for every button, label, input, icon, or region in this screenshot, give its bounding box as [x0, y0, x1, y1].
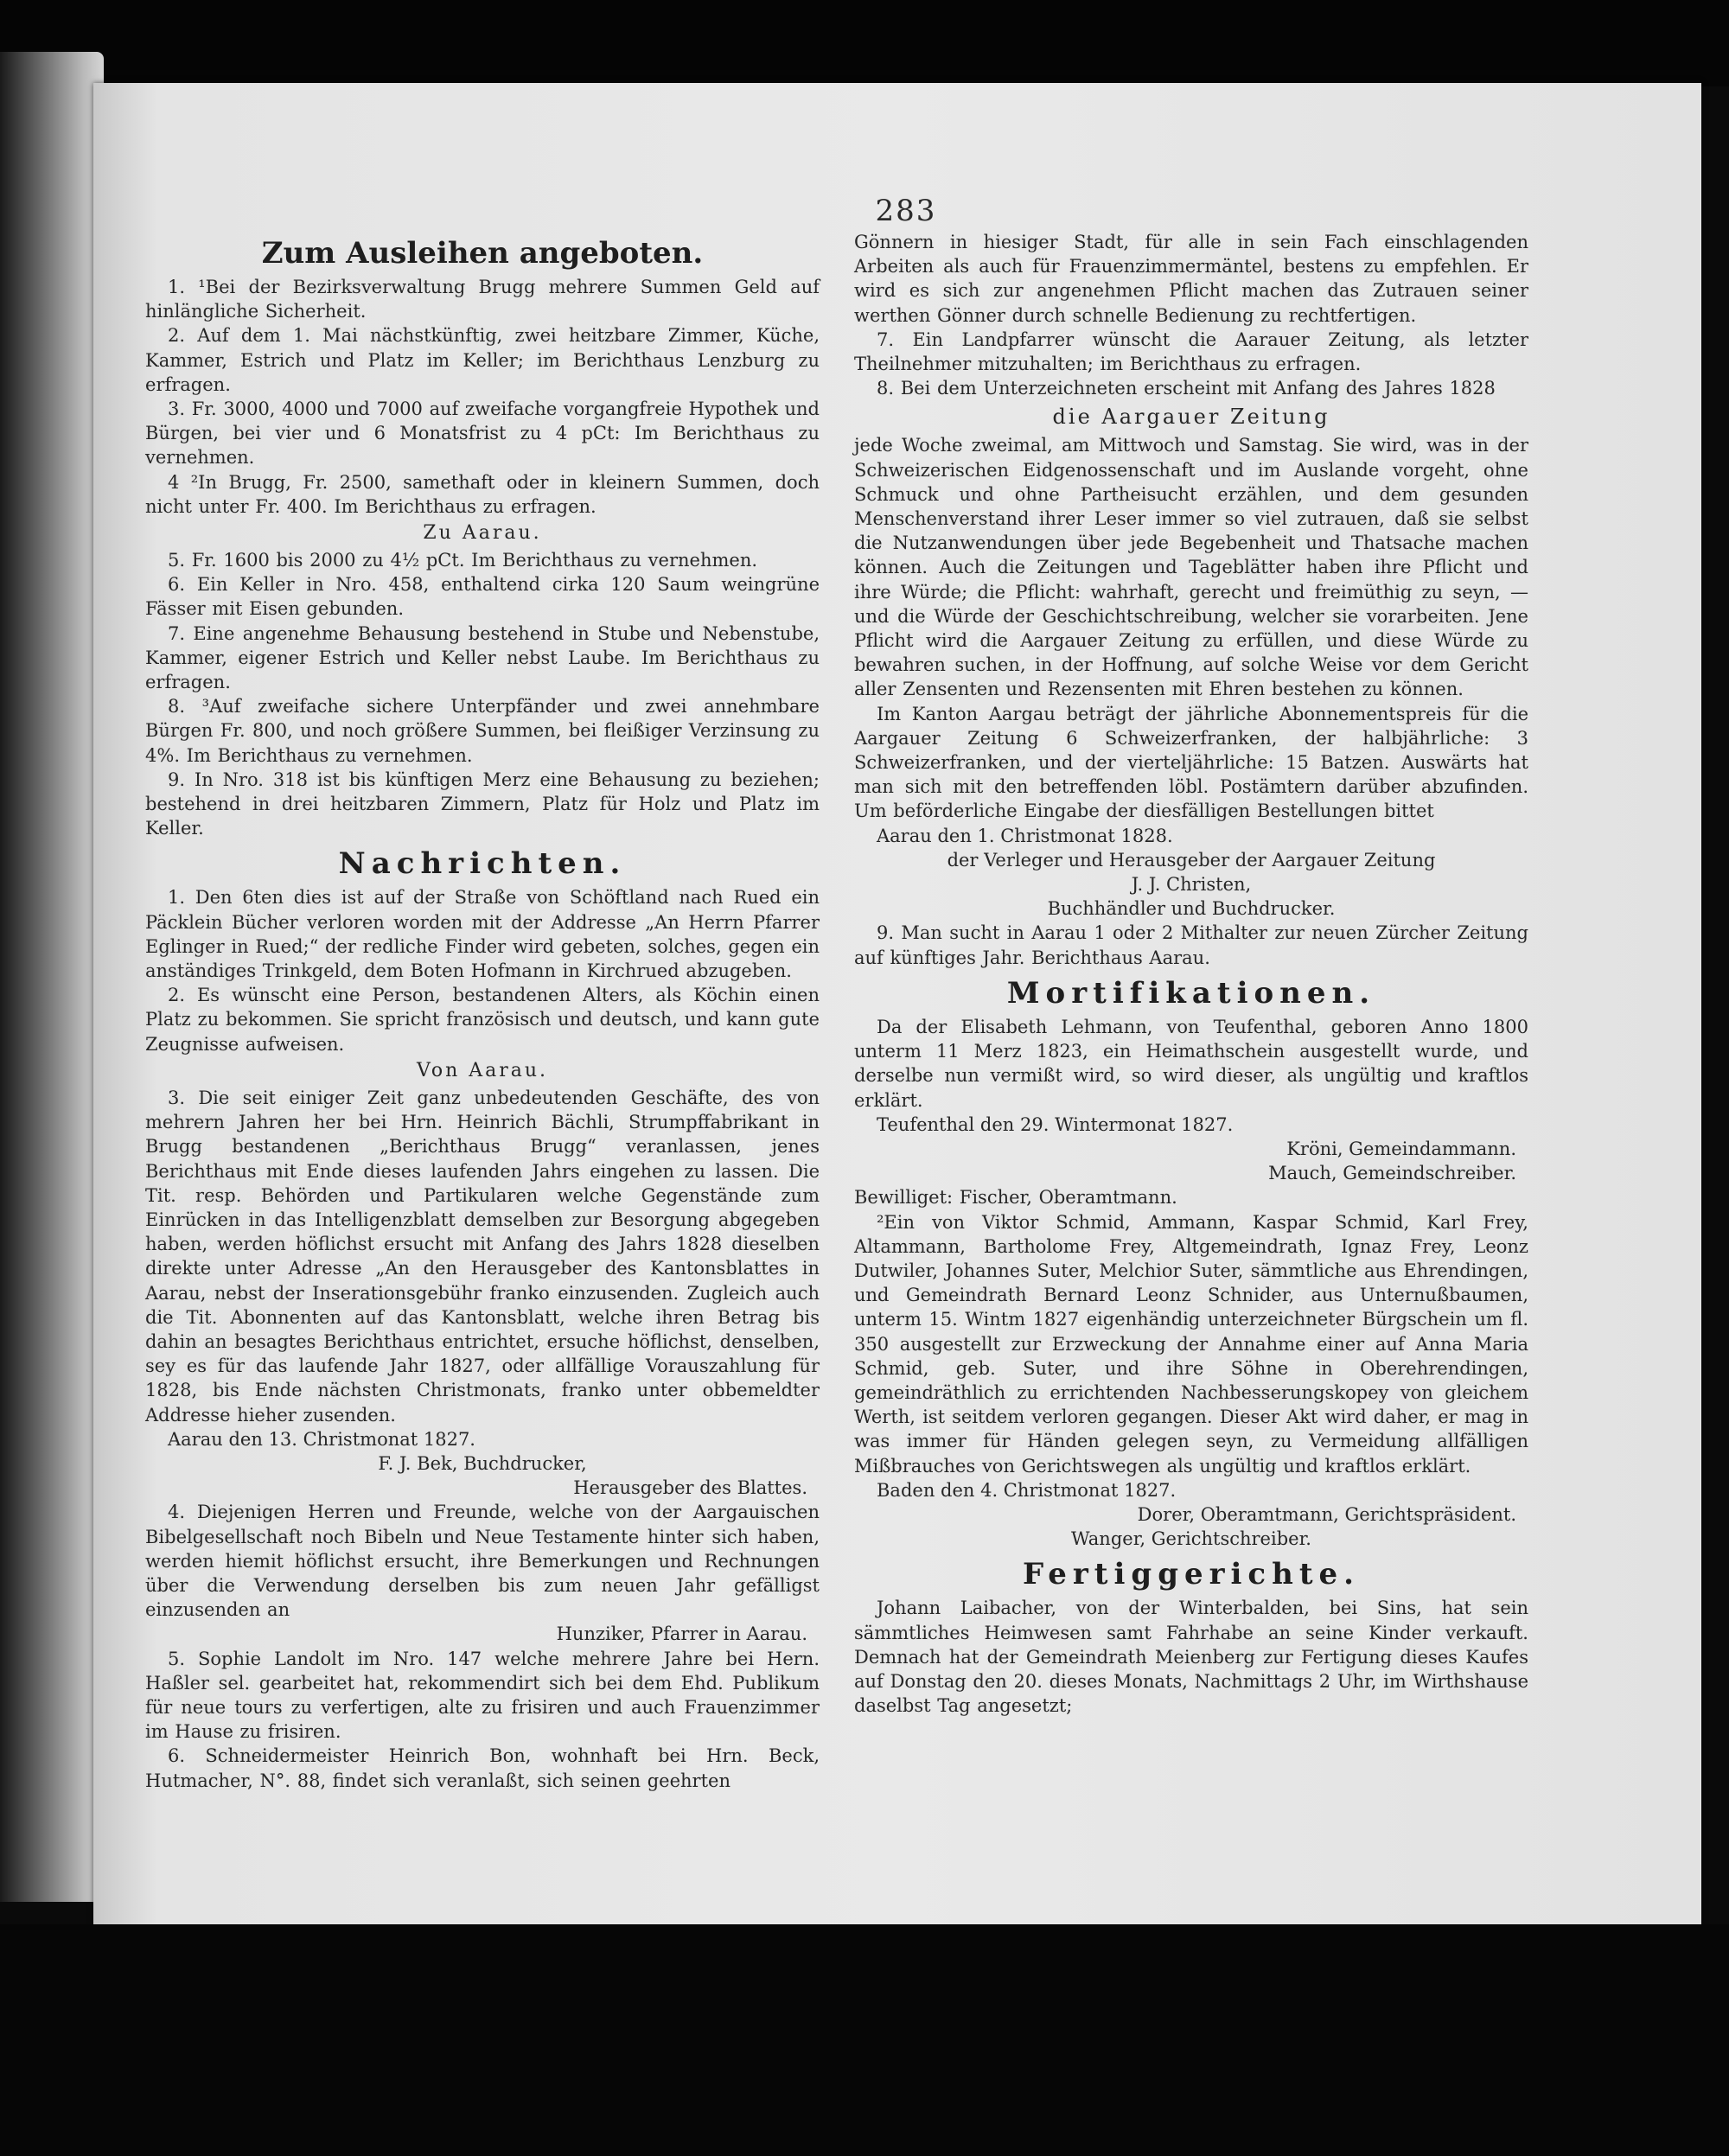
notice-signature: J. J. Christen,	[1131, 874, 1252, 896]
notice-item: 4. Diejenigen Herren und Freunde, welche von der Aargauischen Bibelgesellschaft noch Bibeln und Neue Testamente hinter sich haben, werden hiemit höflichst ersucht, ihre Bemerkungen und Rechnungen über die Verwendung derselben bis zum neuen Jahr gefälligst einzusenden an	[145, 1502, 820, 1621]
heading-nachrichten: Nachrichten.	[338, 846, 627, 882]
notice-item: 3. Die seit einiger Zeit ganz unbedeutenden Geschäfte, des von mehrern Jahren her bei Hrn. Heinrich Bächli, Strumpffabrikant in Brugg bestandenen „Berichthaus Brugg“ veranlassen, jenes Berichthaus mit Ende dieses laufenden Jahrs eingehen zu lassen. Die Tit. resp. Behörden und Partikularen welche Gegenstände zum Einrücken in das Intelligenzblatt demselben zur Besorgung abgegeben haben, werden höflichst ersucht mit Anfang des Jahrs 1828 dieselben direkte unter Adresse „An den Herausgeber des Kantonsblattes in Aarau, nebst der Inserationsgebühr franko einzusenden. Zugleich auch die Tit. Abonnenten auf das Kantonsblatt, welche ihren Betrag bis dahin an besagtes Berichthaus entrichtet, ersuche höflichst, denselben, sey es für das laufende Jahr 1827, oder allfällige Vorauszahlung für 1828, bis Ende nächsten Christmonats, franko unter obbemeldter Addresse hieher zusenden.	[145, 1087, 820, 1426]
notice-signature: der Verleger und Herausgeber der Aargauer Zeitung	[947, 849, 1436, 871]
notice-dateline: Aarau den 1. Christmonat 1828.	[877, 825, 1173, 846]
notice-signature: Herausgeber des Blattes.	[573, 1477, 807, 1499]
subheading-zu-aarau: Zu Aarau.	[423, 522, 542, 545]
notice-item-continued: Gönnern in hiesiger Stadt, für alle in sein Fach einschlagenden Arbeiten als auch für Frauenzimmermäntel, bestens zu empfehlen. Er wird es sich zur angenehmen Pflicht machen das Zutrauen seiner werthen Gönner durch schnelle Bedienung zu rechtfertigen.	[854, 232, 1528, 326]
right-column	[854, 230, 1528, 1718]
left-column	[145, 230, 820, 1793]
scan-background-bottom	[0, 1924, 1729, 2156]
notice-item: 1. Den 6ten dies ist auf der Straße von Schöftland nach Rued ein Päcklein Bücher verloren worden mit der Addresse „An Herrn Pfarrer Eglinger in Rued;“ der redliche Finder wird gebeten, solches, gegen ein anständiges Trinkgeld, dem Boten Hofmann in Kirchrued abzugeben.	[145, 887, 820, 982]
heading-fertiggerichte: Fertiggerichte.	[1022, 1557, 1361, 1592]
notice-item: 8. Bei dem Unterzeichneten erscheint mit Anfang des Jahres 1828	[877, 378, 1496, 399]
notice-signature: Dorer, Oberamtmann, Gerichtspräsident.	[1137, 1503, 1516, 1525]
notice-item: 1. ¹Bei der Bezirksverwaltung Brugg mehrere Summen Geld auf hinlängliche Sicherheit.	[145, 277, 820, 322]
notice-item: 2. Es wünscht eine Person, bestandenen Alters, als Köchin einen Platz zu bekommen. Sie spricht französisch und deutsch, und kann gute Zeugnisse aufweisen.	[145, 985, 820, 1055]
heading-zum-ausleihen: Zum Ausleihen angeboten.	[261, 236, 704, 271]
notice-signature: Hunziker, Pfarrer in Aarau.	[556, 1623, 807, 1645]
notice-signature: Buchhändler und Buchdrucker.	[1047, 898, 1336, 920]
notice-signature: F. J. Bek, Buchdrucker,	[378, 1452, 587, 1474]
notice-item: 8. ³Auf zweifache sichere Unterpfänder und zwei annehmbare Bürgen Fr. 800, und noch größere Summen, bei fleißiger Verzinsung zu 4%. Im Berichthaus zu vernehmen.	[145, 696, 820, 766]
newspaper-title: die Aargauer Zeitung	[1052, 405, 1330, 430]
previous-page-edge	[0, 52, 104, 1902]
notice-dateline: Aarau den 13. Christmonat 1827.	[168, 1428, 475, 1450]
notice-item: 5. Sophie Landolt im Nro. 147 welche mehrere Jahre bei Hern. Haßler sel. gearbeitet hat, rekommendirt sich bei dem Ehd. Publikum für neue tours zu verfertigen, alte zu frisiren und auch Frauenzimmer im Hause zu frisiren.	[145, 1648, 820, 1743]
notice-item: Johann Laibacher, von der Winterbalden, bei Sins, hat sein sämmtliches Heimwesen samt Fahrhabe an seine Kinder verkauft. Demnach hat der Gemeindrath Meienberg zur Fertigung dieses Kaufes auf Donstag den 20. dieses Monats, Nachmittags 2 Uhr, im Wirthshause daselbst Tag angesetzt;	[854, 1598, 1528, 1717]
newspaper-page	[93, 83, 1701, 1924]
notice-item-body: Im Kanton Aargau beträgt der jährliche Abonnementspreis für die Aargauer Zeitung 6 Schweizerfranken, der halbjährliche: 3 Schweizerfranken, und der vierteljährliche: 15 Batzen. Auswärts hat man sich mit den betreffenden löbl. Postämtern darüber abzufinden. Um beförderliche Eingabe der diesfälligen Bestellungen bittet	[854, 703, 1528, 822]
notice-item: 6. Ein Keller in Nro. 458, enthaltend cirka 120 Saum weingrüne Fässer mit Eisen gebunden.	[145, 574, 820, 620]
notice-signature: Kröni, Gemeindammann.	[1286, 1138, 1516, 1159]
notice-item: 2. Auf dem 1. Mai nächstkünftig, zwei heitzbare Zimmer, Küche, Kammer, Estrich und Platz im Keller; im Berichthaus Lenzburg zu erfragen.	[145, 325, 820, 395]
notice-item: 9. Man sucht in Aarau 1 oder 2 Mithalter zur neuen Zürcher Zeitung auf künftiges Jahr. Berichthaus Aarau.	[854, 922, 1528, 968]
notice-signature: Wanger, Gerichtschreiber.	[1071, 1528, 1311, 1550]
heading-mortifikationen: Mortifikationen.	[1006, 975, 1376, 1011]
notice-item: 7. Eine angenehme Behausung bestehend in Stube und Nebenstube, Kammer, eigener Estrich und Keller nebst Laube. Im Berichthaus zu erfragen.	[145, 622, 820, 693]
page-number: 283	[875, 194, 937, 228]
subheading-von-aarau: Von Aarau.	[416, 1059, 549, 1081]
notice-item: Da der Elisabeth Lehmann, von Teufenthal, geboren Anno 1800 unterm 11 Merz 1823, ein Heimathschein ausgestellt wurde, und derselbe nun vermißt wird, so wird dieser, als ungültig und kraftlos erklärt.	[854, 1016, 1528, 1111]
notice-item: 5. Fr. 1600 bis 2000 zu 4½ pCt. Im Berichthaus zu vernehmen.	[168, 550, 758, 571]
notice-item: 6. Schneidermeister Heinrich Bon, wohnhaft bei Hrn. Beck, Hutmacher, N°. 88, findet sich veranlaßt, sich seinen geehrten	[145, 1745, 820, 1791]
notice-approval: Bewilliget: Fischer, Oberamtmann.	[854, 1187, 1177, 1209]
notice-signature: Mauch, Gemeindschreiber.	[1268, 1163, 1516, 1184]
scan-background-top	[0, 0, 1729, 86]
notice-item: 4 ²In Brugg, Fr. 2500, samethaft oder in kleinern Summen, doch nicht unter Fr. 400. Im Berichthaus zu erfragen.	[145, 471, 820, 517]
notice-item: 9. In Nro. 318 ist bis künftigen Merz eine Behausung zu beziehen; bestehend in drei heitzbaren Zimmern, Platz für Holz und Platz im Keller.	[145, 769, 820, 839]
notice-item-body: jede Woche zweimal, am Mittwoch und Samstag. Sie wird, was in der Schweizerischen Eidgenossenschaft und im Auslande vorgeht, ohne Schmuck und ohne Partheisucht erzählen, und dem gesunden Menschenverstand ihrer Leser immer so viel zutrauen, daß sie selbst die Nutzanwendungen über jede Begebenheit und Thatsache machen können. Auch die Zeitungen und Tageblätter haben ihre Pflicht und ihre Würde; die Pflicht: wahrhaft, gerecht und freimüthig zu seyn, — und die Würde der Geschichtschreibung, welcher sie vorarbeiten. Jene Pflicht wird die Aargauer Zeitung zu erfüllen, und diese Würde zu bewahren suchen, in der Hoffnung, auf solche Weise vor dem Gericht aller Zensenten und Rezensenten mit Ehren bestehen zu können.	[854, 435, 1528, 700]
notice-item: ²Ein von Viktor Schmid, Ammann, Kaspar Schmid, Karl Frey, Altammann, Bartholome Frey, Altgemeindrath, Ignaz Frey, Leonz Dutwiler, Johannes Suter, Melchior Suter, sämmtliche aus Ehrendingen, und Gemeindrath Bernard Leonz Schnider, aus Unternußbaumen, unterm 15. Wintm 1827 eigenhändig unterzeichneter Bürgschein um fl. 350 ausgestellt zur Erzweckung der Annahme einer auf Anna Maria Schmid, geb. Suter, und ihre Söhne in Oberehrendingen, gemeindräthlich zu errichtenden Nachbesserungskopey von gleichem Werth, ist seitdem verloren gegangen. Dieser Akt wird daher, er mag in was immer für Händen gelegen seyn, zu Vermeidung allfälligen Mißbrauches von Gerichtswegen als ungültig und kraftlos erklärt.	[854, 1211, 1528, 1477]
notice-item: 7. Ein Landpfarrer wünscht die Aarauer Zeitung, als letzter Theilnehmer mitzuhalten; im Berichthaus zu erfragen.	[854, 329, 1528, 375]
notice-dateline: Baden den 4. Christmonat 1827.	[877, 1479, 1177, 1501]
notice-item: 3. Fr. 3000, 4000 und 7000 auf zweifache vorgangfreie Hypothek und Bürgen, bei vier und 6 Monatsfrist zu 4 pCt: Im Berichthaus zu vernehmen.	[145, 399, 820, 469]
notice-dateline: Teufenthal den 29. Wintermonat 1827.	[877, 1113, 1234, 1135]
